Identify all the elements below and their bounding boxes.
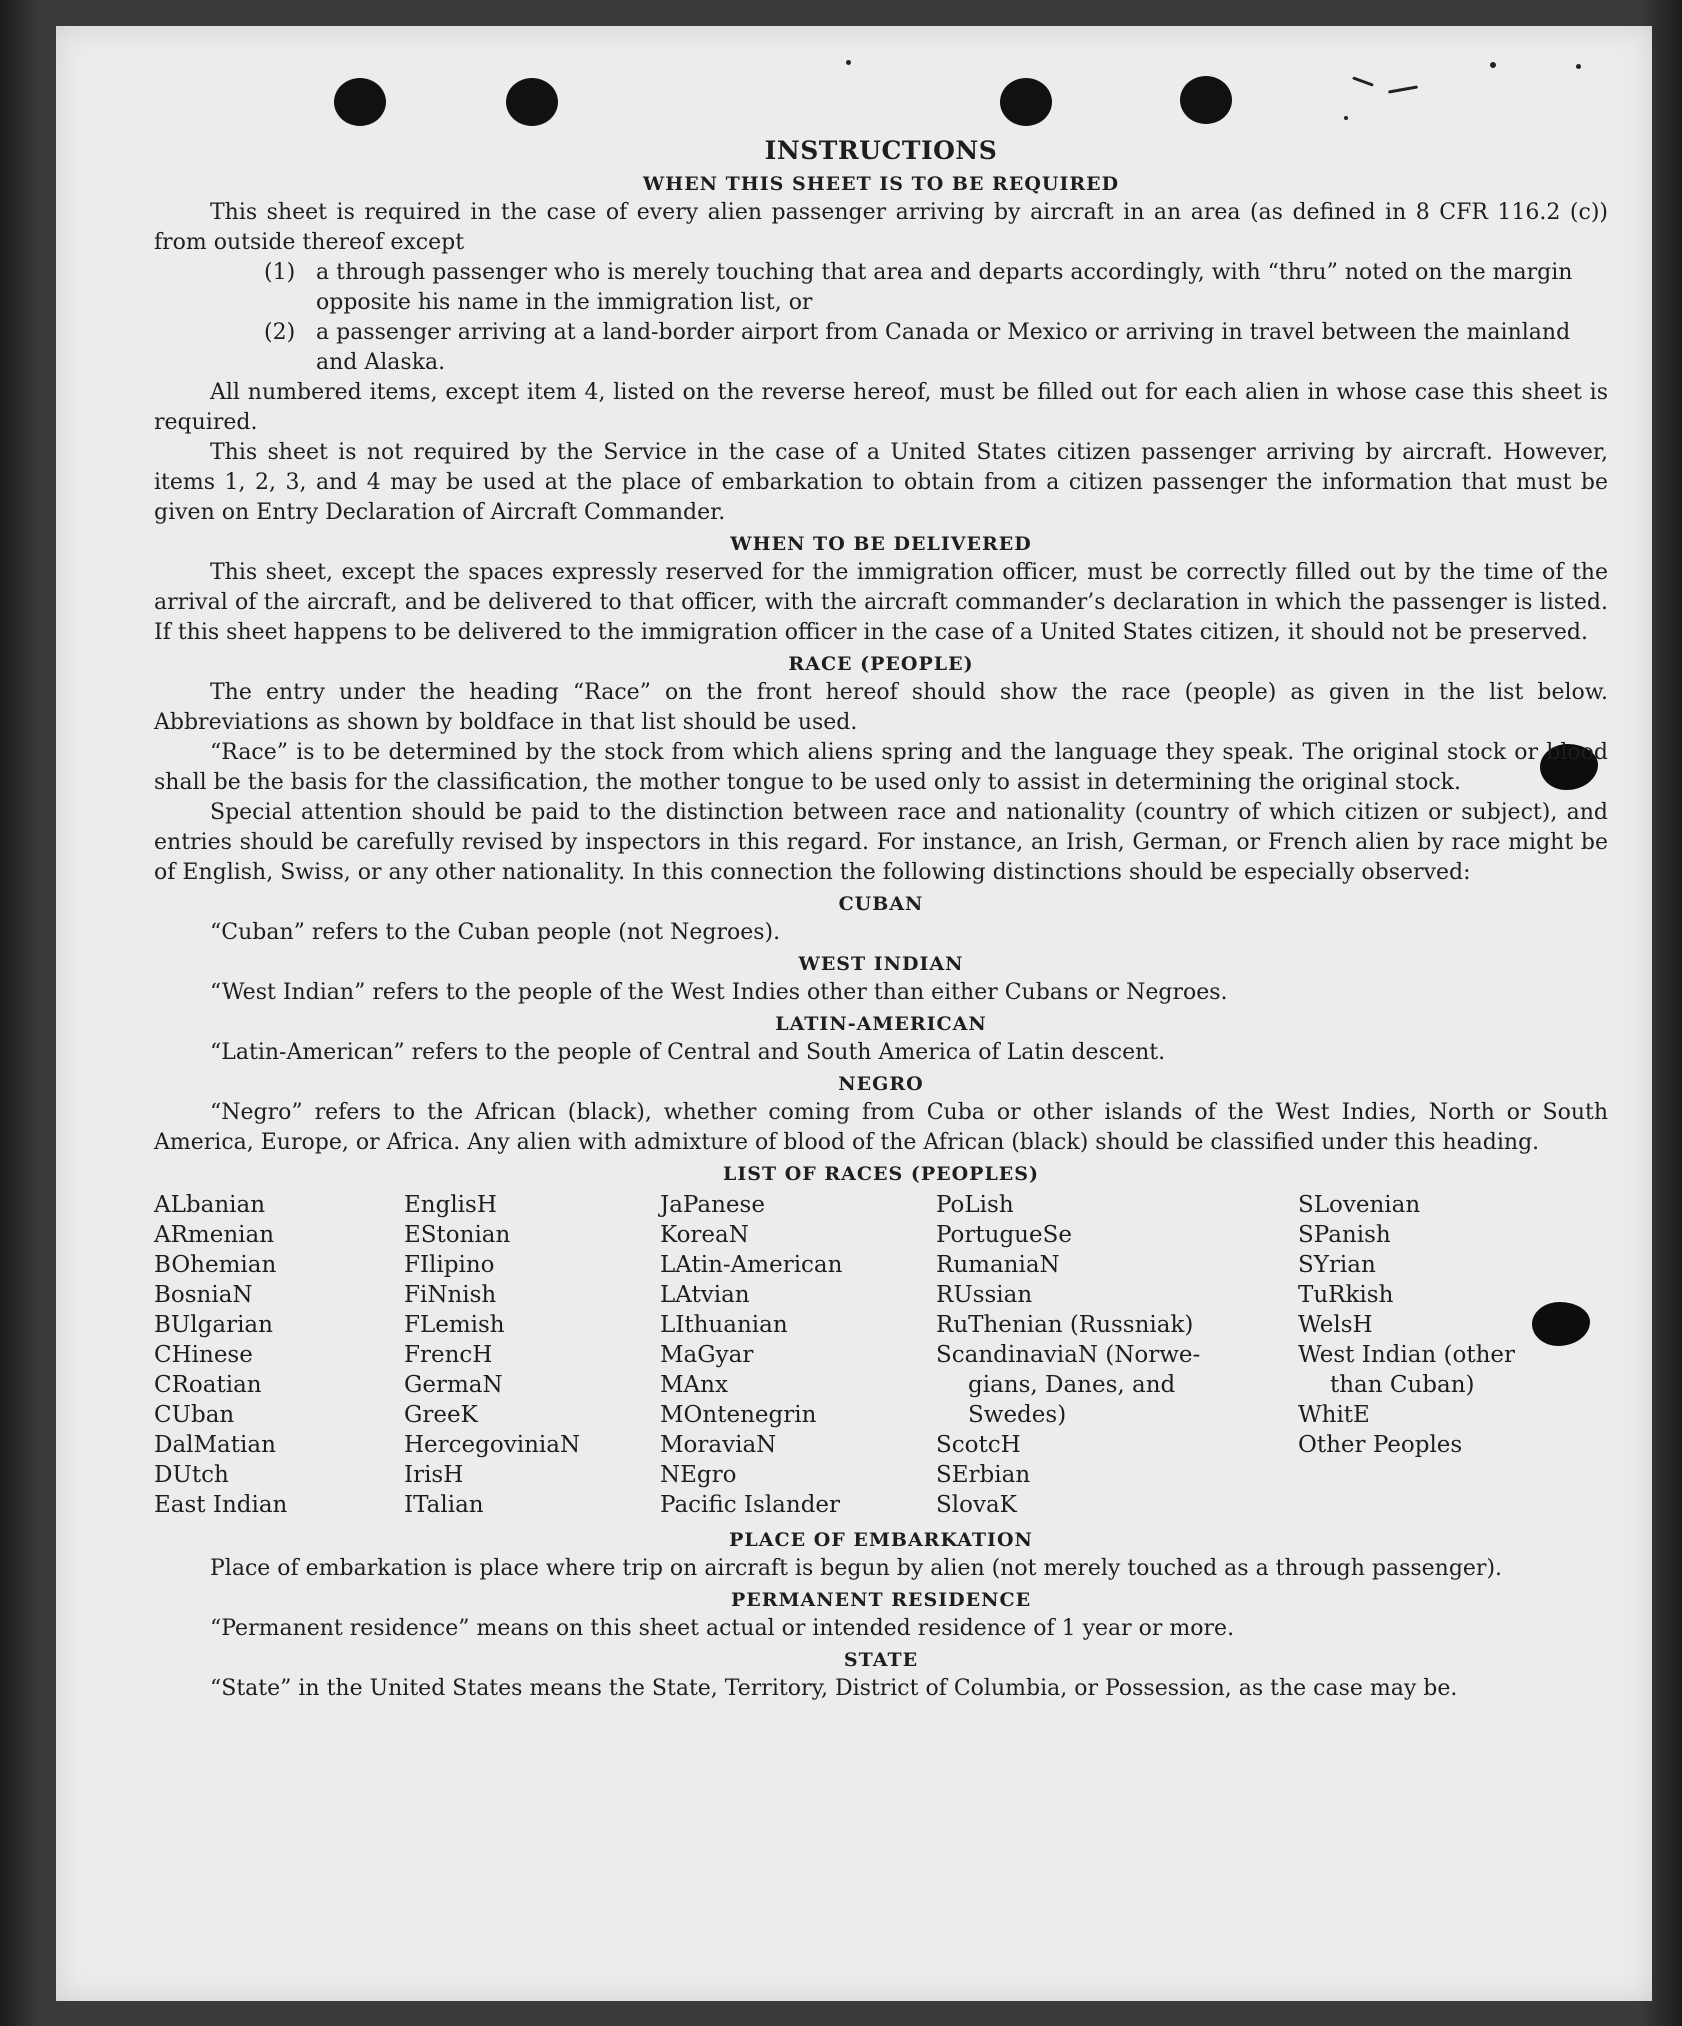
embarkation-text: Place of embarkation is place where trip on aircraft is begun by alien (not merely touched as a through passenger). (210, 1556, 1503, 1581)
race-item: CRoatian (154, 1372, 262, 1398)
race-item: TuRkish (1298, 1282, 1394, 1308)
race-paragraph-1: The entry under the heading “Race” on the front hereof should show the race (people) as given in the list below. Abbreviations as shown by boldface in that list should be used. (154, 680, 1608, 735)
race-item: BOhemian (154, 1252, 277, 1278)
races-column-1 (154, 1190, 404, 1520)
race-item: MOntenegrin (660, 1402, 817, 1428)
item-text: a passenger arriving at a land-border airport from Canada or Mexico or arriving in travel between the mainland and Alaska. (316, 320, 1571, 375)
speck (1352, 76, 1374, 86)
race-item: FiNnish (404, 1282, 497, 1308)
race-item: CHinese (154, 1342, 253, 1368)
race-item: RuThenian (Russniak) (936, 1312, 1194, 1338)
race-item: RumaniaN (936, 1252, 1060, 1278)
race-item: ARmenian (154, 1222, 275, 1248)
race-item: Swedes) (968, 1402, 1067, 1428)
race-item: SLovenian (1298, 1192, 1421, 1218)
race-item: West Indian (other (1298, 1342, 1516, 1368)
race-item: MAnx (660, 1372, 728, 1398)
race-paragraph-3: Special attention should be paid to the distinction between race and nationality (country of which citizen or subject), and entries should be carefully revised by inspectors in this regard. For instance, an Irish, German, or French alien by race might be of English, Swiss, or any other nationality. In this connection the following distinctions should be especially observed: (154, 800, 1608, 885)
required-intro: This sheet is required in the case of every alien passenger arriving by aircraft in an area (as defined in 8 CFR 116.2 (c)) from outside thereof except (154, 200, 1608, 255)
race-item: SErbian (936, 1462, 1031, 1488)
race-item: PortugueSe (936, 1222, 1072, 1248)
speck (1388, 85, 1418, 93)
section-heading-embarkation: PLACE OF EMBARKATION (729, 1529, 1033, 1551)
speck (1344, 116, 1348, 120)
race-item: EStonian (404, 1222, 511, 1248)
race-item: JaPanese (660, 1192, 765, 1218)
race-item: BosniaN (154, 1282, 253, 1308)
item-number: (1) (264, 260, 296, 285)
race-item: FLemish (404, 1312, 505, 1338)
race-item: WhitE (1298, 1402, 1370, 1428)
races-column-3 (660, 1190, 936, 1520)
speck (846, 60, 851, 65)
section-heading-list-of-races: LIST OF RACES (PEOPLES) (723, 1163, 1039, 1185)
race-item: DalMatian (154, 1432, 276, 1458)
race-item: FrencH (404, 1342, 493, 1368)
punch-hole (506, 78, 558, 126)
race-item: WelsH (1298, 1312, 1373, 1338)
required-paragraph-2: All numbered items, except item 4, listed on the reverse hereof, must be filled out for each alien in whose case this sheet is required. (154, 380, 1608, 435)
race-item: IrisH (404, 1462, 464, 1488)
cuban-definition: “Cuban” refers to the Cuban people (not Negroes). (210, 920, 781, 945)
west-indian-definition: “West Indian” refers to the people of the West Indies other than either Cubans or Negroes. (210, 980, 1228, 1005)
race-item: CUban (154, 1402, 235, 1428)
races-list (154, 1190, 1608, 1520)
delivered-text: This sheet, except the spaces expressly reserved for the immigration officer, must be correctly filled out by the time of the arrival of the aircraft, and be delivered to that officer, with the aircraft commander’s declaration in which the passenger is listed. If this sheet happens to be delivered to the immigration officer in the case of a United States citizen, it should not be preserved. (154, 560, 1608, 645)
negro-definition: “Negro” refers to the African (black), whether coming from Cuba or other islands of the West Indies, North or South America, Europe, or Africa. Any alien with admixture of blood of the African (black) should be classified under this heading. (154, 1100, 1608, 1155)
race-item: GermaN (404, 1372, 503, 1398)
race-item: LIthuanian (660, 1312, 788, 1338)
race-item: LAtvian (660, 1282, 750, 1308)
speck (1490, 62, 1496, 68)
race-item: SlovaK (936, 1492, 1017, 1518)
section-heading-latin-american: LATIN-AMERICAN (775, 1013, 987, 1035)
race-item: EnglisH (404, 1192, 497, 1218)
required-item-1 (154, 258, 1608, 318)
required-paragraph-3: This sheet is not required by the Service in the case of a United States citizen passenger arriving by aircraft. However, items 1, 2, 3, and 4 may be used at the place of embarkation to obtain from a citizen passenger the information that must be given on Entry Declaration of Aircraft Commander. (154, 440, 1608, 525)
punch-hole (334, 78, 386, 126)
race-item: DUtch (154, 1462, 229, 1488)
race-item: ITalian (404, 1492, 484, 1518)
races-column-5 (1298, 1190, 1598, 1520)
race-item: MaGyar (660, 1342, 754, 1368)
speck (1576, 64, 1581, 69)
section-heading-negro: NEGRO (838, 1073, 924, 1095)
residence-text: “Permanent residence” means on this sheet actual or intended residence of 1 year or more. (210, 1616, 1235, 1641)
section-heading-delivered: WHEN TO BE DELIVERED (730, 533, 1032, 555)
race-item: SYrian (1298, 1252, 1376, 1278)
race-item: NEgro (660, 1462, 737, 1488)
section-heading-state: STATE (843, 1649, 919, 1671)
race-item: ALbanian (154, 1192, 266, 1218)
section-heading-cuban: CUBAN (838, 893, 924, 915)
page-title: INSTRUCTIONS (764, 136, 998, 165)
race-item: GreeK (404, 1402, 478, 1428)
required-item-2 (154, 318, 1608, 378)
item-number: (2) (264, 320, 296, 345)
section-heading-required: WHEN THIS SHEET IS TO BE REQUIRED (642, 173, 1120, 195)
race-item: SPanish (1298, 1222, 1391, 1248)
latin-american-definition: “Latin-American” refers to the people of Central and South America of Latin descent. (210, 1040, 1166, 1065)
punch-hole (1180, 76, 1232, 124)
races-column-4 (936, 1190, 1298, 1520)
race-item: LAtin-American (660, 1252, 843, 1278)
instructions-content (154, 134, 1608, 1704)
race-item: than Cuban) (1330, 1372, 1475, 1398)
state-text: “State” in the United States means the State, Territory, District of Columbia, or Possession, as the case may be. (210, 1676, 1458, 1701)
race-item: ScotcH (936, 1432, 1021, 1458)
punch-hole (1000, 78, 1052, 126)
races-column-2 (404, 1190, 660, 1520)
section-heading-race: RACE (PEOPLE) (788, 653, 974, 675)
race-item: HercegoviniaN (404, 1432, 581, 1458)
section-heading-residence: PERMANENT RESIDENCE (730, 1589, 1032, 1611)
document-page (56, 26, 1652, 2001)
race-paragraph-2: “Race” is to be determined by the stock from which aliens spring and the language they speak. The original stock or blood shall be the basis for the classification, the mother tongue to be used only to assist in determining the original stock. (154, 740, 1608, 795)
race-item: BUlgarian (154, 1312, 273, 1338)
item-text: a through passenger who is merely touching that area and departs accordingly, with “thru” noted on the margin opposite his name in the immigration list, or (316, 260, 1573, 315)
race-item: ScandinaviaN (Norwe- (936, 1342, 1201, 1368)
race-item: gians, Danes, and (968, 1372, 1176, 1398)
race-item: FIlipino (404, 1252, 495, 1278)
race-item: RUssian (936, 1282, 1033, 1308)
race-item: Other Peoples (1298, 1432, 1463, 1458)
race-item: PoLish (936, 1192, 1014, 1218)
race-item: East Indian (154, 1492, 288, 1518)
section-heading-west-indian: WEST INDIAN (798, 953, 964, 975)
race-item: KoreaN (660, 1222, 749, 1248)
race-item: MoraviaN (660, 1432, 777, 1458)
race-item: Pacific Islander (660, 1492, 841, 1518)
